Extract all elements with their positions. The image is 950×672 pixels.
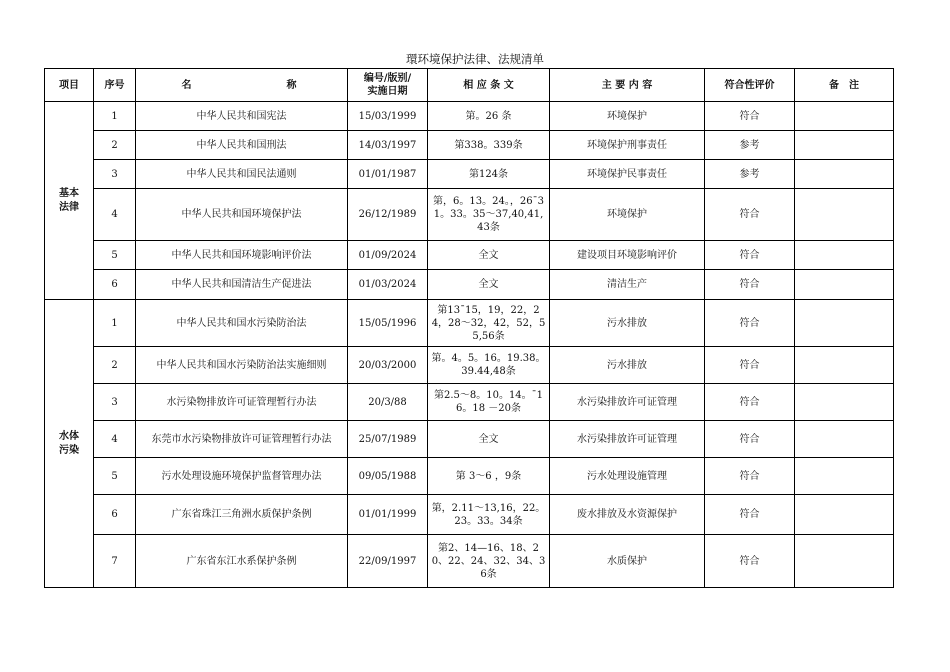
date-cell: 26/12/1989 [348,189,428,241]
compliance-cell: 符合 [705,300,795,347]
name-cell: 中华人民共和国环境保护法 [136,189,348,241]
table-row [45,535,894,588]
name-cell: 中华人民共和国民法通则 [136,160,348,189]
clause-cell: 第。26 条 [428,102,550,131]
compliance-cell: 参考 [705,131,795,160]
date-cell: 22/09/1997 [348,535,428,588]
seq-cell: 2 [94,131,136,160]
clause-cell: 第，2.11～13,16，22。23。33。34条 [428,495,550,535]
content-cell: 废水排放及水资源保护 [550,495,705,535]
compliance-cell: 符合 [705,241,795,270]
content-cell: 水污染排放许可证管理 [550,384,705,421]
compliance-cell: 参考 [705,160,795,189]
remark-cell [795,535,894,588]
date-cell: 15/03/1999 [348,102,428,131]
content-cell: 污水排放 [550,300,705,347]
table-row [45,160,894,189]
clause-cell: 第338。339条 [428,131,550,160]
seq-cell: 7 [94,535,136,588]
seq-cell: 1 [94,102,136,131]
remark-cell [795,421,894,458]
clause-cell: 第124条 [428,160,550,189]
date-cell: 14/03/1997 [348,131,428,160]
remark-cell [795,384,894,421]
content-cell: 水质保护 [550,535,705,588]
compliance-cell: 符合 [705,270,795,300]
seq-cell: 1 [94,300,136,347]
header-clause: 相 应 条 文 [428,69,550,102]
table-row [45,347,894,384]
name-cell: 广东省东江水系保护条例 [136,535,348,588]
table-body [45,102,894,588]
table-row [45,241,894,270]
table-row [45,102,894,131]
name-cell: 中华人民共和国清洁生产促进法 [136,270,348,300]
table-row [45,300,894,347]
compliance-cell: 符合 [705,535,795,588]
seq-cell: 6 [94,270,136,300]
content-cell: 污水处理设施管理 [550,458,705,495]
compliance-cell: 符合 [705,102,795,131]
regulation-table [44,68,894,588]
seq-cell: 3 [94,160,136,189]
remark-cell [795,102,894,131]
table-row [45,458,894,495]
content-cell: 污水排放 [550,347,705,384]
date-cell: 20/03/2000 [348,347,428,384]
seq-cell: 5 [94,458,136,495]
header-remark: 备 注 [795,69,894,102]
header-seq: 序号 [94,69,136,102]
header-name: 名 称 [136,69,348,102]
name-cell: 中华人民共和国环境影响评价法 [136,241,348,270]
name-cell: 中华人民共和国刑法 [136,131,348,160]
content-cell: 建设项目环境影响评价 [550,241,705,270]
compliance-cell: 符合 [705,189,795,241]
clause-cell: 第。4。5。16。19.38。39.44,48条 [428,347,550,384]
remark-cell [795,160,894,189]
header-category: 项目 [45,69,94,102]
content-cell: 清洁生产 [550,270,705,300]
name-cell: 中华人民共和国水污染防治法实施细则 [136,347,348,384]
header-compliance: 符合性评价 [705,69,795,102]
compliance-cell: 符合 [705,495,795,535]
content-cell: 环境保护 [550,102,705,131]
date-cell: 01/03/2024 [348,270,428,300]
remark-cell [795,458,894,495]
clause-cell: 第 3～6 ，9条 [428,458,550,495]
table-row [45,495,894,535]
date-cell: 20/3/88 [348,384,428,421]
category-cell: 水体污染 [45,300,94,588]
header-code: 编号/版别/ 实施日期 [348,69,428,102]
clause-cell: 第13¯15，19，22，24，28～32，42，52，55,56条 [428,300,550,347]
name-cell: 东莞市水污染物排放许可证管理暂行办法 [136,421,348,458]
remark-cell [795,300,894,347]
table-row [45,131,894,160]
content-cell: 环境保护刑事责任 [550,131,705,160]
compliance-cell: 符合 [705,347,795,384]
content-cell: 环境保护民事责任 [550,160,705,189]
seq-cell: 6 [94,495,136,535]
clause-cell: 第2、14—16、18、20、22、24、32、34、36条 [428,535,550,588]
date-cell: 01/01/1987 [348,160,428,189]
table-row [45,270,894,300]
category-cell: 基本法律 [45,102,94,300]
remark-cell [795,270,894,300]
seq-cell: 2 [94,347,136,384]
clause-cell: 全文 [428,241,550,270]
remark-cell [795,495,894,535]
clause-cell: 全文 [428,421,550,458]
table-row [45,421,894,458]
date-cell: 01/01/1999 [348,495,428,535]
remark-cell [795,131,894,160]
seq-cell: 4 [94,421,136,458]
seq-cell: 5 [94,241,136,270]
content-cell: 水污染排放许可证管理 [550,421,705,458]
name-cell: 水污染物排放许可证管理暂行办法 [136,384,348,421]
seq-cell: 4 [94,189,136,241]
clause-cell: 第2.5～8。10。14。¯16。18 －20条 [428,384,550,421]
date-cell: 25/07/1989 [348,421,428,458]
name-cell: 中华人民共和国水污染防治法 [136,300,348,347]
compliance-cell: 符合 [705,458,795,495]
name-cell: 广东省珠江三角洲水质保护条例 [136,495,348,535]
name-cell: 污水处理设施环境保护监督管理办法 [136,458,348,495]
remark-cell [795,241,894,270]
header-content: 主 要 内 容 [550,69,705,102]
content-cell: 环境保护 [550,189,705,241]
table-row [45,189,894,241]
document-title: 環环境保护法律、法规清单 [406,52,544,66]
remark-cell [795,189,894,241]
date-cell: 01/09/2024 [348,241,428,270]
table-row [45,384,894,421]
seq-cell: 3 [94,384,136,421]
compliance-cell: 符合 [705,384,795,421]
clause-cell: 第，6。13。24。，26¯31。33。35～37,40,41,43条 [428,189,550,241]
clause-cell: 全文 [428,270,550,300]
compliance-cell: 符合 [705,421,795,458]
date-cell: 09/05/1988 [348,458,428,495]
header-row [45,69,894,102]
date-cell: 15/05/1996 [348,300,428,347]
name-cell: 中华人民共和国宪法 [136,102,348,131]
remark-cell [795,347,894,384]
